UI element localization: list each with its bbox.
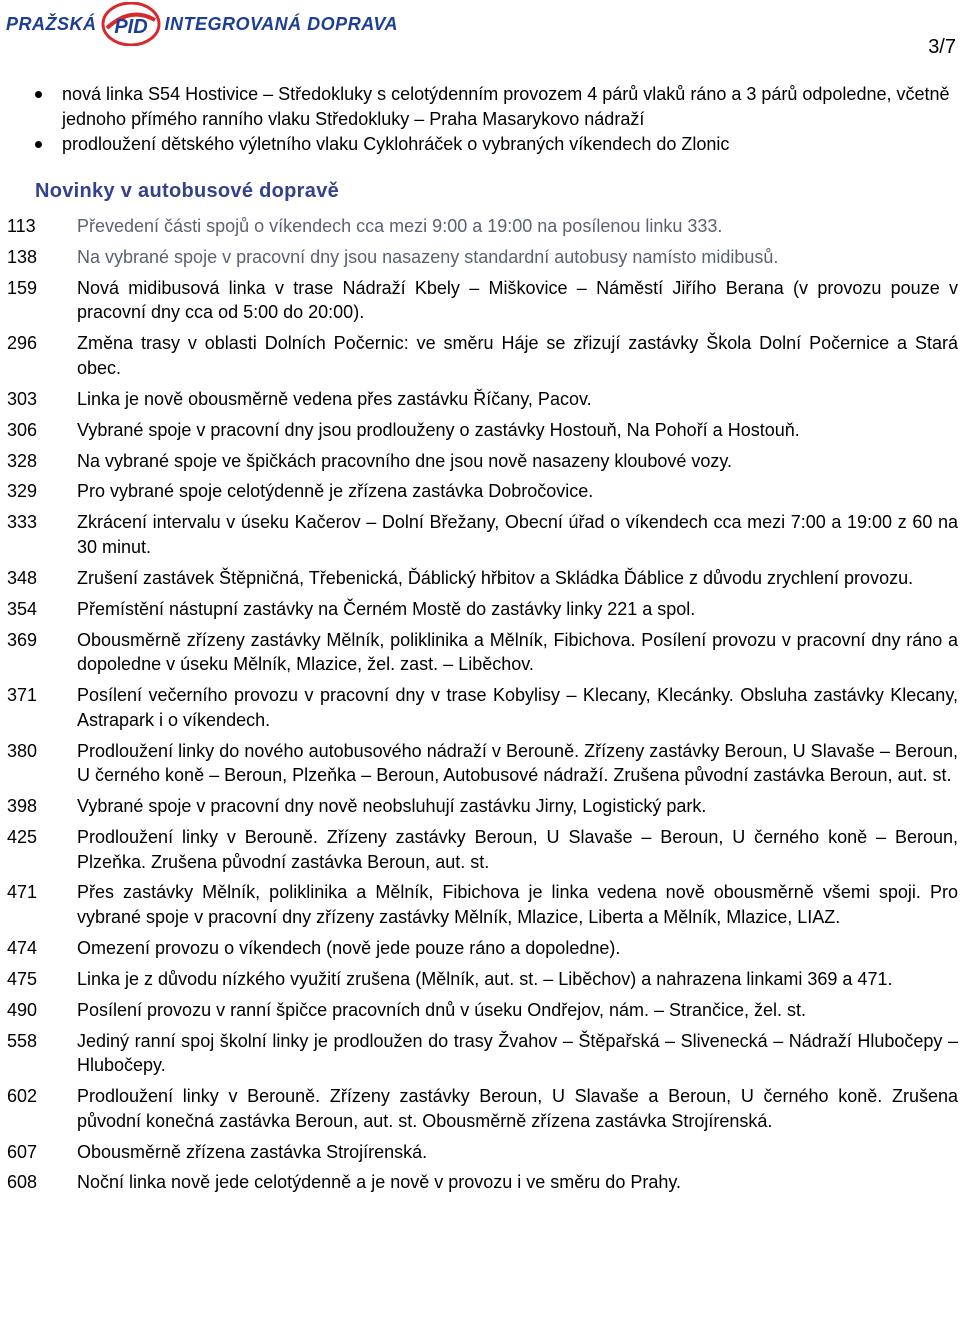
line-row [7,967,958,992]
line-number: 348 [7,567,38,588]
line-description: Prodloužení linky do nového autobusového nádraží v Berouně. Zřízeny zastávky Beroun, U Slavaše – Beroun, U černého koně – Beroun, Plzeňka – Beroun, Autobusové nádraží. Zrušena původní zastávka Beroun, aut. st. [77,740,958,786]
line-row [7,628,958,677]
line-number: 558 [7,1030,38,1051]
line-row [7,1084,958,1133]
line-description: Vybrané spoje v pracovní dny nově neobsluhují zastávku Jirny, Logistický park. [77,796,707,817]
line-number: 159 [7,277,38,298]
line-row [7,387,958,412]
line-number: 369 [7,629,38,650]
bullet-item: prodloužení dětského výletního vlaku Cyklohráček o vybraných víkendech do Zlonic [30,132,960,157]
line-row [7,998,958,1023]
line-row [7,566,958,591]
rail-news-list [30,82,960,157]
line-number: 602 [7,1086,38,1107]
line-number: 608 [7,1172,38,1193]
line-number: 328 [7,450,38,471]
line-row [7,214,958,239]
line-description: Nová midibusová linka v trase Nádraží Kbely – Miškovice – Náměstí Jiřího Berana (v provozu pouze v pracovní dny cca od 5:00 do 20:00). [77,277,958,323]
line-description: Linka je nově obousměrně vedena přes zastávku Říčany, Pacov. [77,388,592,409]
pid-logo-mark [101,2,161,46]
line-number: 474 [7,937,38,958]
line-number: 138 [7,246,38,267]
line-description: Prodloužení linky v Berouně. Zřízeny zastávky Beroun, U Slavaše – Beroun, U černého koně – Beroun, Plzeňka. Zrušena původní zastávka Beroun, aut. st. [77,826,958,872]
line-description: Převedení části spojů o víkendech cca mezi 9:00 a 19:00 na posílenou linku 333. [77,216,723,236]
line-row [7,479,958,504]
line-row [7,1029,958,1078]
line-row [7,597,958,622]
bus-lines-list [7,214,958,1201]
line-row [7,794,958,819]
line-description: Vybrané spoje v pracovní dny jsou prodlouženy o zastávky Hostouň, Na Pohoří a Hostouň. [77,419,800,440]
line-row [7,936,958,961]
line-description: Obousměrně zřízeny zastávky Mělník, poliklinika a Mělník, Fibichova. Posílení provozu v pracovní dny ráno a dopoledne v úseku Mělník, Mlazice, žel. zast. – Liběchov. [77,629,958,675]
line-description: Pro vybrané spoje celotýdenně je zřízena zastávka Dobročovice. [77,481,594,502]
section-title: Novinky v autobusové dopravě [35,180,340,202]
line-number: 607 [7,1141,38,1162]
line-number: 333 [7,512,38,533]
line-description: Na vybrané spoje v pracovní dny jsou nasazeny standardní autobusy namísto midibusů. [77,246,779,267]
line-description: Posílení provozu v ranní špičce pracovních dnů v úseku Ondřejov, nám. – Strančice, žel. st. [77,999,807,1020]
line-description: Přemístění nástupní zastávky na Černém Mostě do zastávky linky 221 a spol. [77,598,696,619]
line-description: Změna trasy v oblasti Dolních Počernic: ve směru Háje se zřizují zastávky Škola Dolní Počernice a Stará obec. [77,333,958,378]
line-number: 296 [7,333,38,354]
line-number: 425 [7,826,38,847]
line-description: Prodloužení linky v Berouně. Zřízeny zastávky Beroun, U Slavaše a Beroun, U černého koně. Zrušena původní konečná zastávka Beroun, aut. st. Obousměrně zřízena zastávka Strojírenská. [77,1086,958,1131]
line-number: 398 [7,796,38,817]
logo-text-left: PRAŽSKÁ [6,13,97,34]
line-description: Přes zastávky Mělník, poliklinika a Mělník, Fibichova je linka vedena nově obousměrně všemi spoji. Pro vybrané spoje v pracovní dny zřízeny zastávky Mělník, Mlazice, Liberta a Mělník, Mlazice, LIAZ. [77,882,958,927]
line-row [7,245,958,270]
line-row [7,331,958,380]
line-row [7,449,958,474]
bullet-item: nová linka S54 Hostivice – Středokluky s celotýdenním provozem 4 párů vlaků ráno a 3 párů odpoledne, včetně jednoho přímého ranního vlaku Středokluky – Praha Masarykovo nádraží [30,82,960,132]
line-description: Na vybrané spoje ve špičkách pracovního dne jsou nově nasazeny kloubové vozy. [77,450,733,471]
line-description: Zrušení zastávek Štěpničná, Třebenická, Ďáblický hřbitov a Skládka Ďáblice z důvodu zrychlení provozu. [77,567,914,588]
line-row [7,276,958,325]
pid-logo [6,2,398,46]
line-description: Zkrácení intervalu v úseku Kačerov – Dolní Břežany, Obecní úřad o víkendech cca mezi 7:00 a 19:00 z 60 na 30 minut. [77,512,958,557]
line-row [7,1140,958,1165]
logo-mark-text: PID [113,16,148,38]
logo-text-right: INTEGROVANÁ DOPRAVA [164,13,399,34]
line-number: 354 [7,598,38,619]
line-number: 306 [7,419,38,440]
line-number: 329 [7,481,38,502]
line-row [7,825,958,874]
line-row [7,510,958,559]
line-number: 380 [7,740,38,761]
line-description: Posílení večerního provozu v pracovní dny v trase Kobylisy – Klecany, Klecánky. Obsluha zastávky Klecany, Astrapark i o víkendech. [77,685,958,730]
line-number: 471 [7,882,38,903]
line-description: Jediný ranní spoj školní linky je prodloužen do trasy Žvahov – Štěpařská – Slivenecká – Nádraží Hlubočepy – Hlubočepy. [77,1030,958,1076]
line-number: 303 [7,388,38,409]
line-number: 113 [7,216,36,236]
line-number: 475 [7,968,38,989]
line-row [7,418,958,443]
line-description: Omezení provozu o víkendech (nově jede pouze ráno a dopoledne). [77,937,621,958]
line-number: 371 [7,685,38,706]
page-header [0,0,960,64]
page-number: 3/7 [928,36,956,58]
line-description: Obousměrně zřízena zastávka Strojírenská. [77,1141,428,1162]
line-row [7,1170,958,1195]
line-row [7,683,958,732]
line-description: Linka je z důvodu nízkého využití zrušena (Mělník, aut. st. – Liběchov) a nahrazena linkami 369 a 471. [77,968,893,989]
line-number: 490 [7,999,38,1020]
line-row [7,880,958,929]
line-row [7,739,958,788]
line-description: Noční linka nově jede celotýdenně a je nově v provozu i ve směru do Prahy. [77,1172,682,1193]
